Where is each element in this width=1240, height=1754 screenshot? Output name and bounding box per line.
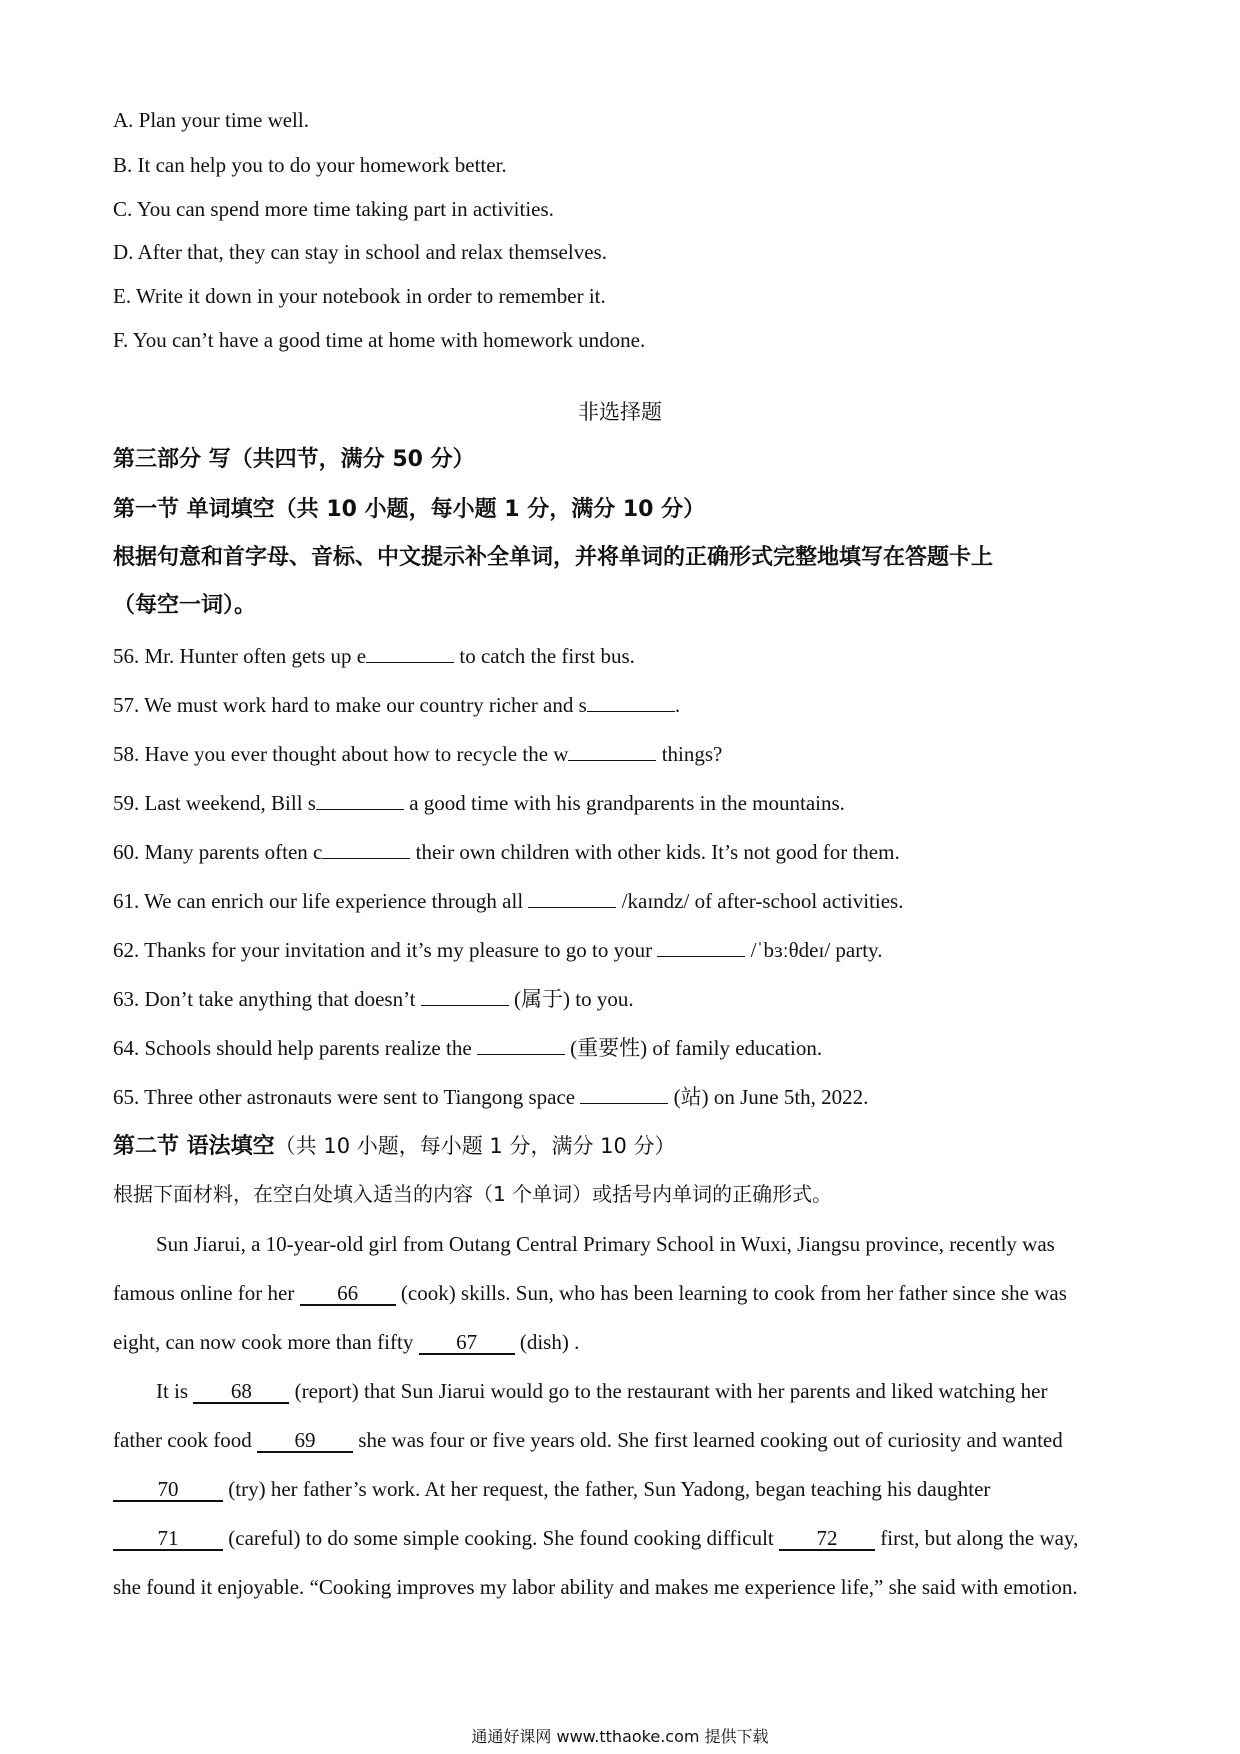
question-text: 61. We can enrich our life experience through all <box>113 889 529 913</box>
question-65 <box>113 1083 868 1111</box>
blank-68[interactable]: 68 <box>193 1380 289 1404</box>
option-f: F. You can’t have a good time at home with homework undone. <box>113 328 646 352</box>
question-58 <box>113 740 722 768</box>
passage-line: Sun Jiarui, a 10-year-old girl from Outang Central Primary School in Wuxi, Jiangsu province, recently was <box>156 1232 1055 1256</box>
question-text: 63. Don’t take anything that doesn’t <box>113 987 421 1011</box>
question-text: things? <box>656 742 723 766</box>
passage-line: she found it enjoyable. “Cooking improves my labor ability and makes me experience life,” she said with emotion. <box>113 1575 1078 1599</box>
question-61 <box>113 887 903 915</box>
passage-line: famous online for her 66 (cook) skills. Sun, who has been learning to cook from her father since she was <box>113 1281 1067 1305</box>
answer-blank[interactable] <box>322 838 410 859</box>
question-text: /kaɪndz/ of after-school activities. <box>616 889 904 913</box>
question-60 <box>113 838 900 866</box>
sec2-heading-rest: （共 10 小题，每小题 1 分，满分 10 分） <box>274 1134 676 1158</box>
answer-blank[interactable] <box>528 887 616 908</box>
question-text: 64. Schools should help parents realize the <box>113 1036 477 1060</box>
option-b: B. It can help you to do your homework better. <box>113 153 507 177</box>
blank-67[interactable]: 67 <box>419 1331 515 1355</box>
question-text: (重要性) of family education. <box>564 1036 823 1060</box>
passage-line: father cook food 69 she was four or five years old. She first learned cooking out of curiosity and wanted <box>113 1428 1063 1452</box>
question-57 <box>113 691 680 719</box>
answer-blank[interactable] <box>366 642 454 663</box>
question-text: 58. Have you ever thought about how to recycle the w <box>113 742 569 766</box>
passage-line: 71 (careful) to do some simple cooking. She found cooking difficult 72 first, but along the way, <box>113 1524 1078 1552</box>
question-56 <box>113 642 635 670</box>
question-text: 62. Thanks for your invitation and it’s my pleasure to go to your <box>113 938 658 962</box>
sec2-heading-bold: 第二节 语法填空 <box>113 1134 275 1159</box>
sec1-instruction-2: （每空一词）。 <box>113 593 257 618</box>
blank-66[interactable]: 66 <box>300 1282 396 1306</box>
part3-heading: 第三部分 写（共四节，满分 50 分） <box>113 447 475 472</box>
blank-71[interactable]: 71 <box>113 1527 223 1551</box>
sec1-heading: 第一节 单词填空（共 10 小题，每小题 1 分，满分 10 分） <box>113 497 706 522</box>
question-59 <box>113 789 845 817</box>
option-c: C. You can spend more time taking part in activities. <box>113 197 554 221</box>
answer-blank[interactable] <box>477 1034 565 1055</box>
section-title: 非选择题 <box>578 400 662 424</box>
question-64 <box>113 1034 822 1062</box>
question-text: 56. Mr. Hunter often gets up e <box>113 644 367 668</box>
answer-blank[interactable] <box>316 789 404 810</box>
question-text: a good time with his grandparents in the mountains. <box>403 791 845 815</box>
question-text: /ˈbɜːθdeɪ/ party. <box>745 938 883 962</box>
sec2-heading <box>113 1132 676 1161</box>
answer-blank[interactable] <box>587 691 675 712</box>
question-text: 60. Many parents often c <box>113 840 323 864</box>
sec2-instruction: 根据下面材料，在空白处填入适当的内容（1 个单词）或括号内单词的正确形式。 <box>113 1182 833 1206</box>
answer-blank[interactable] <box>568 740 656 761</box>
option-a: A. Plan your time well. <box>113 108 309 132</box>
question-text: . <box>674 693 681 717</box>
answer-blank[interactable] <box>421 985 509 1006</box>
question-text: (站) on June 5th, 2022. <box>668 1085 869 1109</box>
question-text: (属于) to you. <box>508 987 634 1011</box>
question-text: to catch the first bus. <box>454 644 635 668</box>
passage-line: It is 68 (report) that Sun Jiarui would go to the restaurant with her parents and liked watching her <box>156 1379 1048 1403</box>
passage-line: 70 (try) her father’s work. At her request, the father, Sun Yadong, began teaching his daughter <box>113 1475 990 1503</box>
question-text: 65. Three other astronauts were sent to Tiangong space <box>113 1085 581 1109</box>
sec1-instruction-1: 根据句意和首字母、音标、中文提示补全单词，并将单词的正确形式完整地填写在答题卡上 <box>113 545 994 570</box>
blank-72[interactable]: 72 <box>779 1527 875 1551</box>
blank-69[interactable]: 69 <box>257 1429 353 1453</box>
option-d: D. After that, they can stay in school and relax themselves. <box>113 240 607 264</box>
passage-line: eight, can now cook more than fifty 67 (dish) . <box>113 1330 580 1354</box>
answer-blank[interactable] <box>580 1083 668 1104</box>
blank-70[interactable]: 70 <box>113 1478 223 1502</box>
footer: 通通好课网 www.tthaoke.com 提供下载 <box>471 1727 769 1746</box>
option-e: E. Write it down in your notebook in order to remember it. <box>113 284 606 308</box>
question-62 <box>113 936 882 964</box>
question-text: 57. We must work hard to make our country richer and s <box>113 693 587 717</box>
answer-blank[interactable] <box>657 936 745 957</box>
question-text: their own children with other kids. It’s not good for them. <box>410 840 900 864</box>
question-text: 59. Last weekend, Bill s <box>113 791 316 815</box>
question-63 <box>113 985 634 1013</box>
